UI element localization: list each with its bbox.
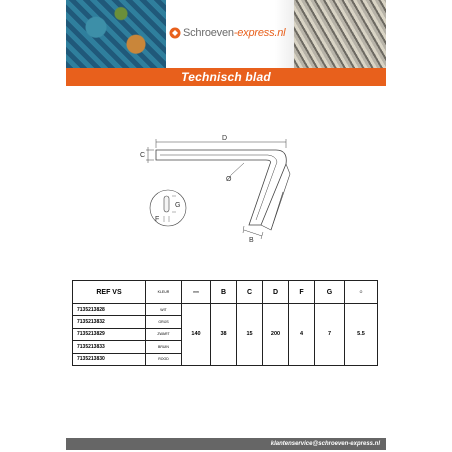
row-ref: 7135213832 [73,316,146,328]
header-unit: mm [182,281,211,304]
label-d: D [222,135,228,142]
value-o: 5.5 [345,304,378,366]
header-f: F [289,281,315,304]
header-b: B [211,281,237,304]
brand-name-main: Schroeven [183,27,234,39]
header-kleur: KLEUR [146,281,182,304]
row-ref: 7135213830 [73,353,146,365]
header-o: O [345,281,378,304]
technical-sheet [66,0,386,452]
footer-bar [66,438,386,450]
value-c: 15 [237,304,263,366]
label-b: B [249,237,254,244]
label-c: C [140,152,146,159]
value-d: 200 [263,304,289,366]
spec-table-header [73,281,378,304]
label-g: G [175,202,181,209]
row-ref: 7135213829 [73,328,146,340]
row-kleur: GRIJS [146,316,182,328]
header-d: D [263,281,289,304]
value-f: 4 [289,304,315,366]
bracket-drawing [136,130,296,245]
row-ref: 7135213828 [73,304,146,316]
title-banner [66,68,386,86]
row-kleur: ZWART [146,328,182,340]
bracket-outline [156,150,290,230]
brand-name [183,27,285,40]
footer-email-link[interactable]: klantenservice@schroeven-express.nl [270,441,380,447]
diameter-leader [231,163,244,175]
header-photo-tools [66,0,166,68]
header-ref: REF VS [73,281,146,304]
dimension-d [156,139,286,148]
dimension-c [146,147,154,163]
header [66,0,386,68]
table-row [73,304,378,316]
label-f: F [155,216,160,223]
value-b: 38 [211,304,237,366]
header-g: G [315,281,345,304]
value-g: 7 [315,304,345,366]
row-kleur: BRUIN [146,341,182,353]
header-c: C [237,281,263,304]
page-title: Technisch blad [181,70,271,84]
row-ref: 7135213833 [73,341,146,353]
label-diameter: Ø [226,176,232,183]
row-kleur: WIT [146,304,182,316]
brand-logo-icon [169,27,181,39]
value-a: 140 [182,304,211,366]
header-photo-screws [294,0,386,68]
brand-name-accent: -express.nl [233,27,286,39]
spec-table [72,280,378,366]
row-kleur: ROOD [146,353,182,365]
